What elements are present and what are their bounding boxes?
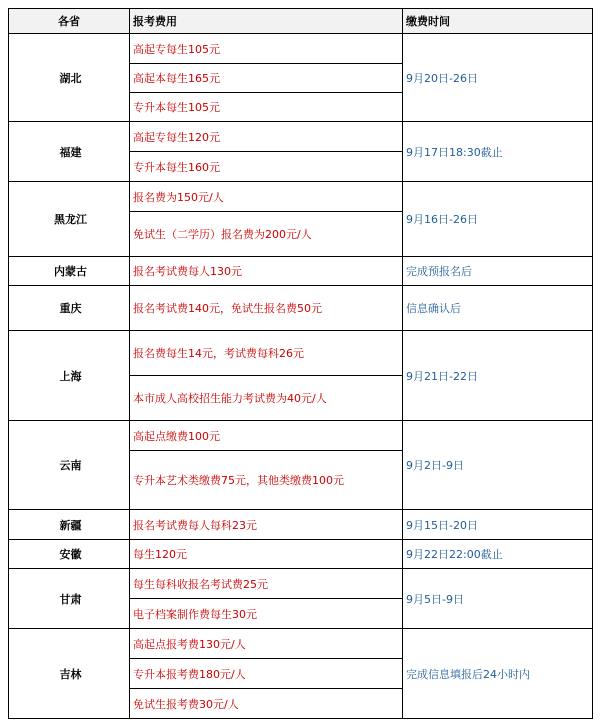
fee-cell: 报名考试费每人130元	[130, 257, 403, 286]
fee-cell: 高起专每生120元	[130, 122, 403, 152]
fee-cell: 专升本艺术类缴费75元，其他类缴费100元	[130, 451, 403, 510]
province-cell: 黑龙江	[9, 182, 130, 257]
time-cell: 9月2日-9日	[403, 421, 593, 510]
fee-cell: 高起专每生105元	[130, 34, 403, 64]
table-row	[9, 331, 593, 376]
table-row	[9, 540, 593, 569]
time-cell: 9月20日-26日	[403, 34, 593, 122]
fee-cell: 每生每科收报名考试费25元	[130, 569, 403, 599]
fee-cell: 电子档案制作费每生30元	[130, 599, 403, 629]
province-cell: 甘肃	[9, 569, 130, 629]
fee-cell: 专升本报考费180元/人	[130, 659, 403, 689]
fee-table-body	[9, 9, 593, 719]
header-fee: 报考费用	[130, 9, 403, 34]
table-row	[9, 182, 593, 212]
fee-cell: 免试生（二学历）报名费为200元/人	[130, 212, 403, 257]
province-cell: 上海	[9, 331, 130, 421]
province-cell: 重庆	[9, 286, 130, 331]
province-cell: 吉林	[9, 629, 130, 719]
table-row	[9, 122, 593, 152]
fee-cell: 每生120元	[130, 540, 403, 569]
fee-cell: 报名费为150元/人	[130, 182, 403, 212]
fee-cell: 高起点缴费100元	[130, 421, 403, 451]
province-cell: 安徽	[9, 540, 130, 569]
fee-cell: 报名考试费每人每科23元	[130, 510, 403, 540]
table-row	[9, 421, 593, 451]
province-cell: 湖北	[9, 34, 130, 122]
time-cell: 9月15日-20日	[403, 510, 593, 540]
header-row	[9, 9, 593, 34]
fee-table	[8, 8, 593, 719]
time-cell: 9月17日18:30截止	[403, 122, 593, 182]
fee-cell: 报名考试费140元，免试生报名费50元	[130, 286, 403, 331]
province-cell: 福建	[9, 122, 130, 182]
time-cell: 9月22日22:00截止	[403, 540, 593, 569]
table-row	[9, 257, 593, 286]
time-cell: 完成预报名后	[403, 257, 593, 286]
time-cell: 9月16日-26日	[403, 182, 593, 257]
table-row	[9, 510, 593, 540]
fee-cell: 免试生报考费30元/人	[130, 689, 403, 719]
province-cell: 云南	[9, 421, 130, 510]
time-cell: 完成信息填报后24小时内	[403, 629, 593, 719]
fee-cell: 高起点报考费130元/人	[130, 629, 403, 659]
time-cell: 9月5日-9日	[403, 569, 593, 629]
fee-cell: 高起本每生165元	[130, 64, 403, 93]
table-row	[9, 629, 593, 659]
fee-cell: 专升本每生160元	[130, 152, 403, 182]
fee-cell: 专升本每生105元	[130, 93, 403, 122]
table-row	[9, 569, 593, 599]
time-cell: 9月21日-22日	[403, 331, 593, 421]
time-cell: 信息确认后	[403, 286, 593, 331]
fee-cell: 报名费每生14元，考试费每科26元	[130, 331, 403, 376]
header-province: 各省	[9, 9, 130, 34]
table-row	[9, 34, 593, 64]
fee-cell: 本市成人高校招生能力考试费为40元/人	[130, 376, 403, 421]
province-cell: 内蒙古	[9, 257, 130, 286]
table-row	[9, 286, 593, 331]
province-cell: 新疆	[9, 510, 130, 540]
header-time: 缴费时间	[403, 9, 593, 34]
